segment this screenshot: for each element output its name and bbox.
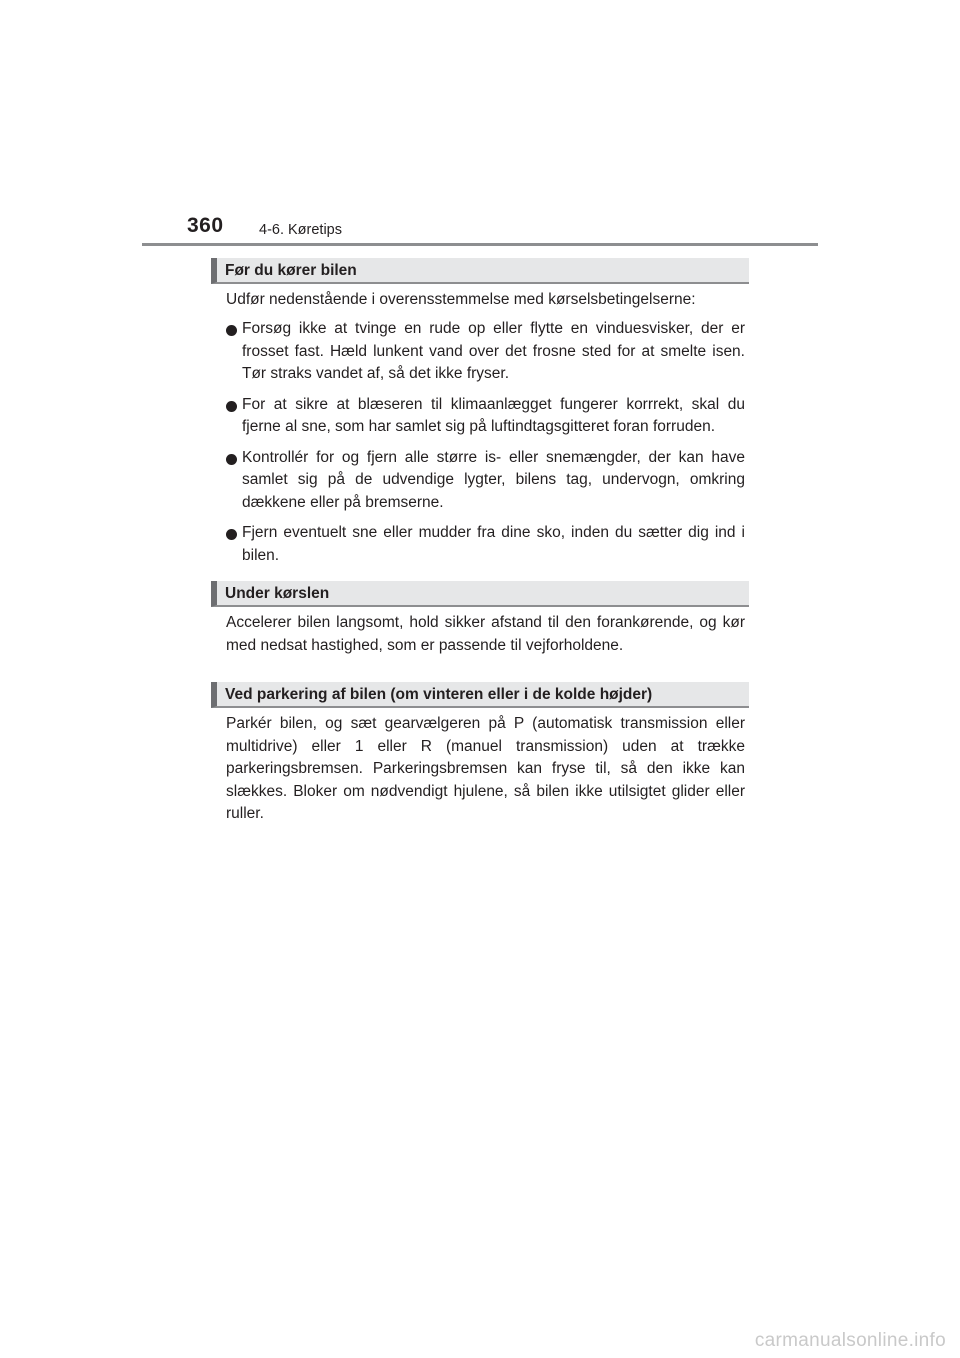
list-item-text: Fjern eventuelt sne eller mudder fra dine sko, inden du sætter dig ind i bilen. <box>242 524 745 564</box>
section-heading-text: Under kørslen <box>225 585 330 602</box>
section-heading-text: Ved parkering af bilen (om vinteren eller i de kolde højder) <box>225 686 653 703</box>
list-item-text: For at sikre at blæseren til klimaanlægget fungerer korrrekt, skal du fjerne al sne, som har samlet sig på luftindtagsgitteret foran forruden. <box>242 395 745 435</box>
list-item-text: Forsøg ikke at tvinge en rude op eller flytte en vinduesvisker, der er frosset fast. Hæld lunkent vand over det frosne sted for at smelte isen. Tør straks vandet af, så det ikke fryser. <box>242 320 745 382</box>
section-heading-before-driving <box>211 258 749 284</box>
running-head: 4-6. Køretips <box>259 222 342 238</box>
list-item <box>226 394 745 439</box>
parking-paragraph: Parkér bilen, og sæt gearvælgeren på P (automatisk transmission eller multidrive) eller 1 eller R (manuel transmission) uden at trække parkeringsbremsen. Parkeringsbremsen kan fryse til, så den ikke kan slækkes. Bloker om nødvendigt hjulene, så bilen ikke utilsigtet glider eller ruller. <box>226 715 745 822</box>
bullet-dot-icon <box>226 529 237 540</box>
section-heading-text: Før du kører bilen <box>225 262 357 279</box>
bullet-list <box>226 318 745 575</box>
list-item <box>226 522 745 567</box>
bullet-dot-icon <box>226 401 237 412</box>
section-heading-while-driving <box>211 581 749 607</box>
bullet-dot-icon <box>226 325 237 336</box>
list-item <box>226 318 745 386</box>
header-rule <box>142 243 818 246</box>
section-heading-parking <box>211 682 749 708</box>
while-driving-paragraph: Accelerer bilen langsomt, hold sikker afstand til den forankørende, og kør med nedsat hastighed, som er passende til vejforholdene. <box>226 614 745 654</box>
bullet-dot-icon <box>226 454 237 465</box>
watermark: carmanualsonline.info <box>754 1330 946 1351</box>
intro-paragraph: Udfør nedenstående i overensstemmelse med kørselsbetingelserne: <box>226 291 696 308</box>
page-number: 360 <box>187 214 224 237</box>
list-item <box>226 447 745 515</box>
list-item-text: Kontrollér for og fjern alle større is- eller snemængder, der kan have samlet sig på de udvendige lygter, bilens tag, undervogn, omkring dækkene eller på bremserne. <box>242 448 745 511</box>
